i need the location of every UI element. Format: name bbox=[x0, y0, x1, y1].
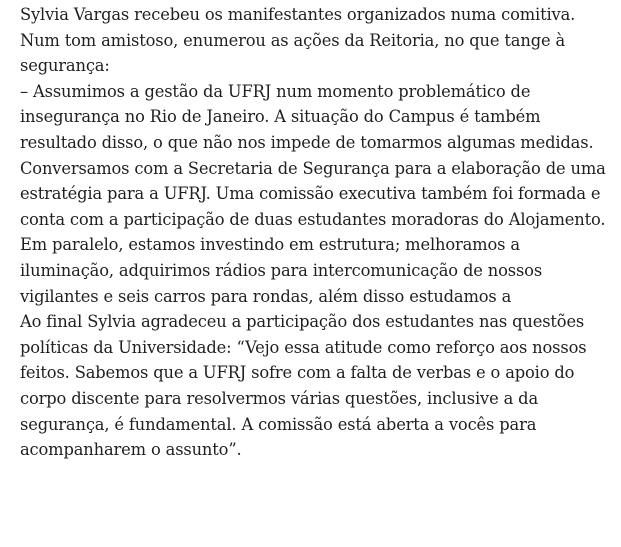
text-line: estratégia para a UFRJ. Uma comissão executiva também foi formada e bbox=[20, 184, 601, 204]
text-line: Em paralelo, estamos investindo em estrutura; melhoramos a bbox=[20, 235, 520, 255]
text-line: políticas da Universidade: “Vejo essa atitude como reforço aos nossos bbox=[20, 337, 587, 357]
text-line: feitos. Sabemos que a UFRJ sofre com a falta de verbas e o apoio do bbox=[20, 363, 575, 383]
text-line: Conversamos com a Secretaria de Segurança para a elaboração de uma bbox=[20, 158, 606, 178]
text-line: segurança: bbox=[20, 56, 110, 76]
text-line: insegurança no Rio de Janeiro. A situação do Campus é também bbox=[20, 107, 541, 127]
article-body bbox=[20, 2, 618, 463]
text-line: Num tom amistoso, enumerou as ações da Reitoria, no que tange à bbox=[20, 30, 566, 50]
text-line: vigilantes e seis carros para rondas, além disso estudamos a bbox=[20, 286, 512, 306]
text-line: conta com a participação de duas estudantes moradoras do Alojamento. bbox=[20, 209, 606, 229]
text-line: Sylvia Vargas recebeu os manifestantes organizados numa comitiva. bbox=[20, 5, 576, 24]
paragraph-quote bbox=[20, 79, 618, 309]
paragraph-intro bbox=[20, 2, 618, 79]
text-line: acompanharem o assunto”. bbox=[20, 440, 242, 460]
text-line: iluminação, adquirimos rádios para intercomunicação de nossos bbox=[20, 260, 543, 280]
text-line: corpo discente para resolvermos várias questões, inclusive a da bbox=[20, 388, 538, 408]
text-line: resultado disso, o que não nos impede de tomarmos algumas medidas. bbox=[20, 132, 594, 152]
text-line: Ao final Sylvia agradeceu a participação dos estudantes nas questões bbox=[20, 312, 585, 332]
text-line: – Assumimos a gestão da UFRJ num momento problemático de bbox=[20, 81, 531, 101]
paragraph-closing bbox=[20, 309, 618, 463]
text-line: segurança, é fundamental. A comissão está aberta a vocês para bbox=[20, 414, 537, 434]
